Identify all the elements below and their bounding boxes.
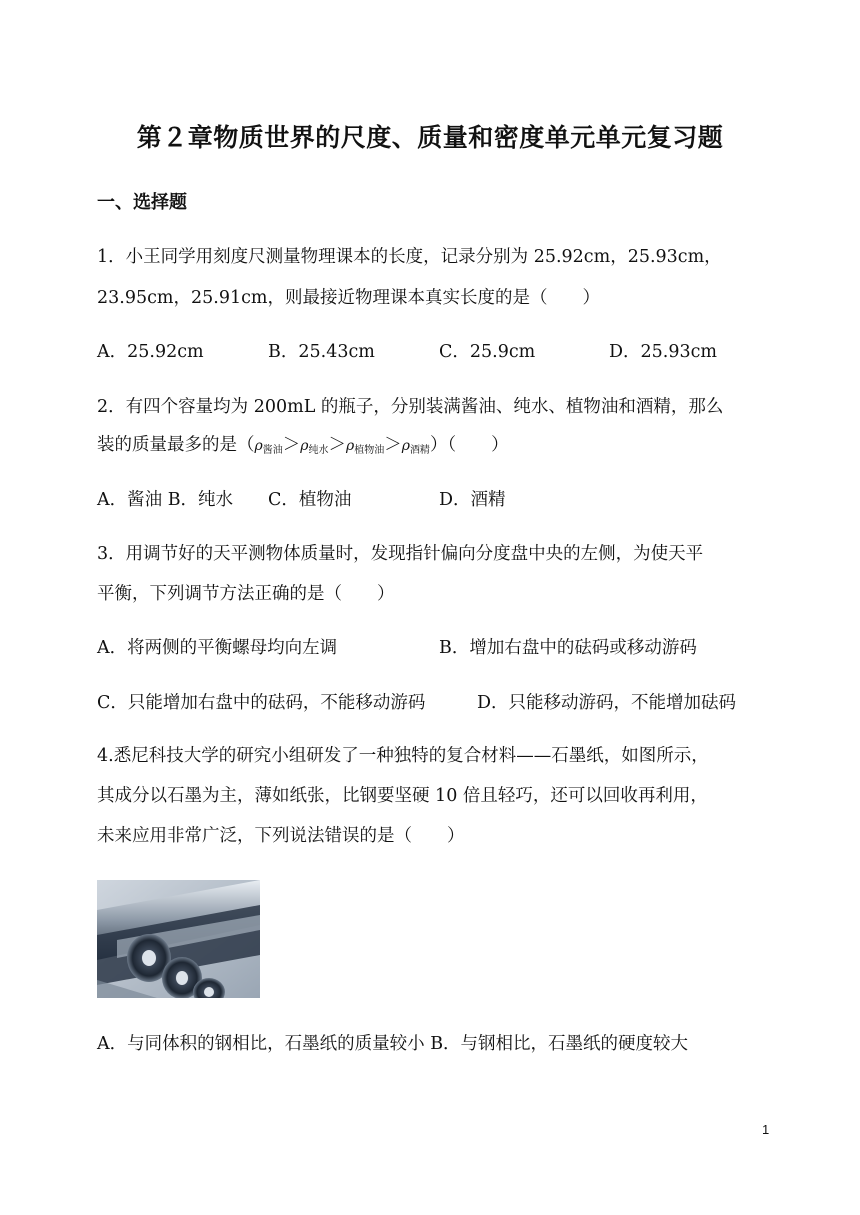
question-4-line-1: 4.悉尼科技大学的研究小组研发了一种独特的复合材料——石墨纸，如图所示， <box>97 746 709 766</box>
question-1-line-2: 23.95cm，25.91cm，则最接近物理课本真实长度的是（ ） <box>97 288 600 308</box>
question-3-option-c: C．只能增加右盘中的砝码，不能移动游码 <box>97 693 426 713</box>
rho-symbol: ρ <box>254 438 263 454</box>
question-2-suffix: ）（ ） <box>429 435 509 455</box>
question-2-line-1: 2．有四个容量均为 200mL 的瓶子，分别装满酱油、纯水、植物油和酒精，那么 <box>97 397 724 417</box>
density-subscript: 酒精 <box>409 445 430 456</box>
greater-than-sign: ＞ <box>282 435 301 455</box>
question-2-prefix: 装的质量最多的是（ <box>97 435 255 455</box>
question-3-line-2: 平衡，下列调节方法正确的是（ ） <box>97 584 395 604</box>
question-4-options-ab: A．与同体积的钢相比，石墨纸的质量较小 B．与钢相比，石墨纸的硬度较大 <box>97 1034 689 1054</box>
greater-than-sign: ＞ <box>384 435 402 455</box>
question-1-option-b: B．25.43cm <box>268 342 375 362</box>
question-2-option-ab: A．酱油 B．纯水 <box>97 490 234 510</box>
question-3-option-a: A．将两侧的平衡螺母均向左调 <box>97 638 338 658</box>
question-3-option-b: B．增加右盘中的砝码或移动游码 <box>439 638 697 658</box>
question-2-option-d: D．酒精 <box>439 490 506 510</box>
density-subscript: 植物油 <box>354 445 385 456</box>
question-4-line-2: 其成分以石墨为主，薄如纸张，比钢要坚硬 10 倍且轻巧，还可以回收再利用， <box>97 786 708 806</box>
section-heading: 一、选择题 <box>97 192 187 213</box>
question-1-option-a: A．25.92cm <box>97 342 204 362</box>
density-subscript: 酱油 <box>262 445 283 456</box>
question-4-line-3: 未来应用非常广泛，下列说法错误的是（ ） <box>97 826 465 846</box>
page-number: 1 <box>762 1122 770 1137</box>
graphite-paper-rolls-image <box>97 880 260 998</box>
question-2-line-2 <box>97 431 509 456</box>
question-3-option-d: D．只能移动游码，不能增加砝码 <box>477 693 737 713</box>
page-title: 第２章物质世界的尺度、质量和密度单元单元复习题 <box>136 123 724 152</box>
question-1-line-1: 1．小王同学用刻度尺测量物理课本的长度，记录分别为 25.92cm，25.93cm， <box>97 247 722 267</box>
density-subscript: 纯水 <box>308 445 329 456</box>
question-1-option-c: C．25.9cm <box>439 342 536 362</box>
greater-than-sign: ＞ <box>328 435 346 455</box>
rho-symbol: ρ <box>401 438 410 454</box>
question-3-line-1: 3．用调节好的天平测物体质量时，发现指针偏向分度盘中央的左侧，为使天平 <box>97 544 704 564</box>
rho-symbol: ρ <box>300 438 309 454</box>
rho-symbol: ρ <box>345 438 355 454</box>
question-2-option-c: C．植物油 <box>268 490 352 510</box>
question-1-option-d: D．25.93cm <box>609 342 718 362</box>
